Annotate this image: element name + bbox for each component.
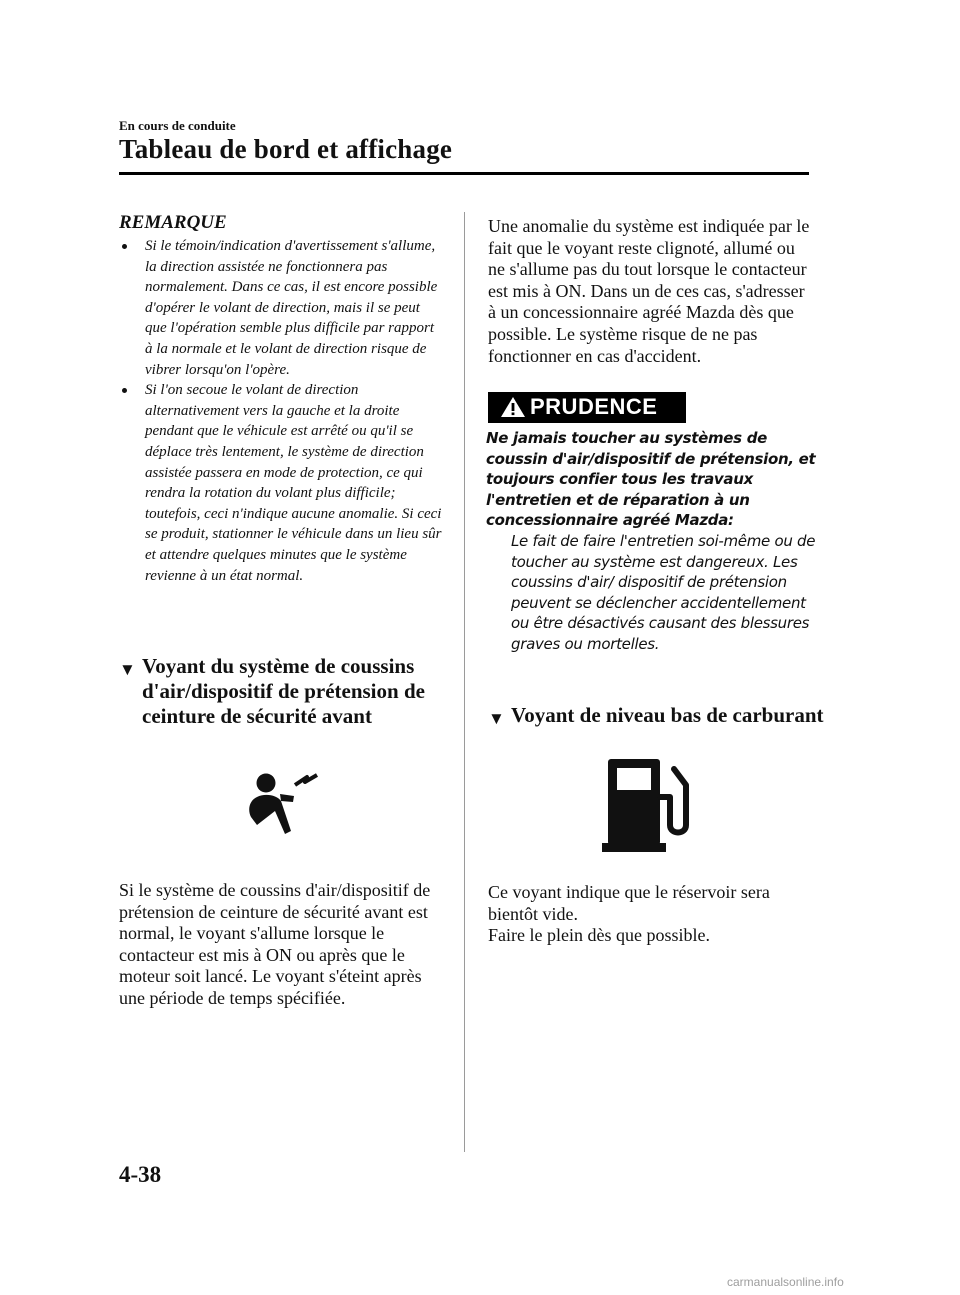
note-item <box>119 236 444 380</box>
header-rule <box>119 172 809 175</box>
airbag-paragraph: Si le système de coussins d'air/dispositif de prétension de ceinture de sécurité avant est normal, le voyant s'allume lorsque le contacteur est mis à ON ou après que le moteur soit lancé. Le voyant s'éteint après une période de temps spécifiée. <box>119 880 431 1008</box>
triangle-marker-icon: ▼ <box>119 660 136 679</box>
airbag-heading-text: Voyant du système de coussins d'air/dispositif de prétension de ceinture de sécurité avant <box>142 654 425 728</box>
fuel-text-line: Ce voyant indique que le réservoir sera bientôt vide. <box>488 882 770 924</box>
chapter-title: Tableau de bord et affichage <box>119 134 453 164</box>
section-label: En cours de conduite <box>119 118 236 133</box>
fuel-heading-text: Voyant de niveau bas de carburant <box>511 703 824 727</box>
airbag-heading <box>119 654 454 729</box>
fuel-heading <box>488 703 828 728</box>
caution-label: PRUDENCE <box>530 394 658 419</box>
fuel-pump-icon <box>602 757 692 853</box>
page-number: 4-38 <box>119 1162 162 1187</box>
note-list <box>119 236 444 586</box>
fuel-text-line: Faire le plein dès que possible. <box>488 925 710 946</box>
note-text: Si le témoin/indication d'avertissement s'allume, la direction assistée ne fonctionnera pas normalement. Dans ce cas, il est encore possible d'opérer le volant de direction, mais il se peut que l'opération semble plus difficile par rapport à la normale et le volant de direction risque de vibrer lorsqu'on l'opère. <box>145 238 438 378</box>
caution-detail: Le fait de faire l'entretien soi-même ou de toucher au système est dangereux. Les coussins d'air/ dispositif de prétension peuvent se déclencher accidentellement ou être désactivés causant des blessures graves ou mortelles. <box>511 531 816 653</box>
bullet-icon <box>122 388 127 393</box>
triangle-marker-icon: ▼ <box>488 709 505 728</box>
watermark: carmanualsonline.info <box>727 1275 844 1289</box>
anomaly-paragraph: Une anomalie du système est indiquée par le fait que le voyant reste clignoté, allumé ou ne s'allume pas du tout lorsque le contacteur est mis à ON. Dans un de ces cas, s'adresser à un concessionnaire agréé Mazda dès que possible. Le système risque de ne pas fonctionner en cas d'accident. <box>488 216 810 366</box>
caution-body <box>486 428 816 655</box>
bullet-icon <box>122 244 127 249</box>
column-divider <box>464 212 465 1152</box>
note-text: Si l'on secoue le volant de direction alternativement vers la gauche et la droite pendant que le véhicule est arrêté ou qu'il se déplace très lentement, le système de direction assistée passera en mode de protection, ce qui rendra la rotation du volant plus difficile; toutefois, ceci n'indique aucune anomalie. Si ceci se produit, stationner le véhicule dans un lieu sûr et attendre quelques minutes que le système revienne à un état normal. <box>145 382 442 584</box>
warning-exclamation-icon <box>500 396 526 418</box>
note-item <box>119 380 444 586</box>
note-title: REMARQUE <box>119 212 227 233</box>
caution-banner <box>488 392 686 423</box>
caution-lead: Ne jamais toucher au systèmes de coussin d'air/dispositif de prétension, et toujours confier tous les travaux l'entretien et de réparation à un concessionnaire agréé Mazda: <box>486 429 816 530</box>
fuel-paragraph <box>488 882 813 947</box>
airbag-warning-icon <box>247 771 325 837</box>
